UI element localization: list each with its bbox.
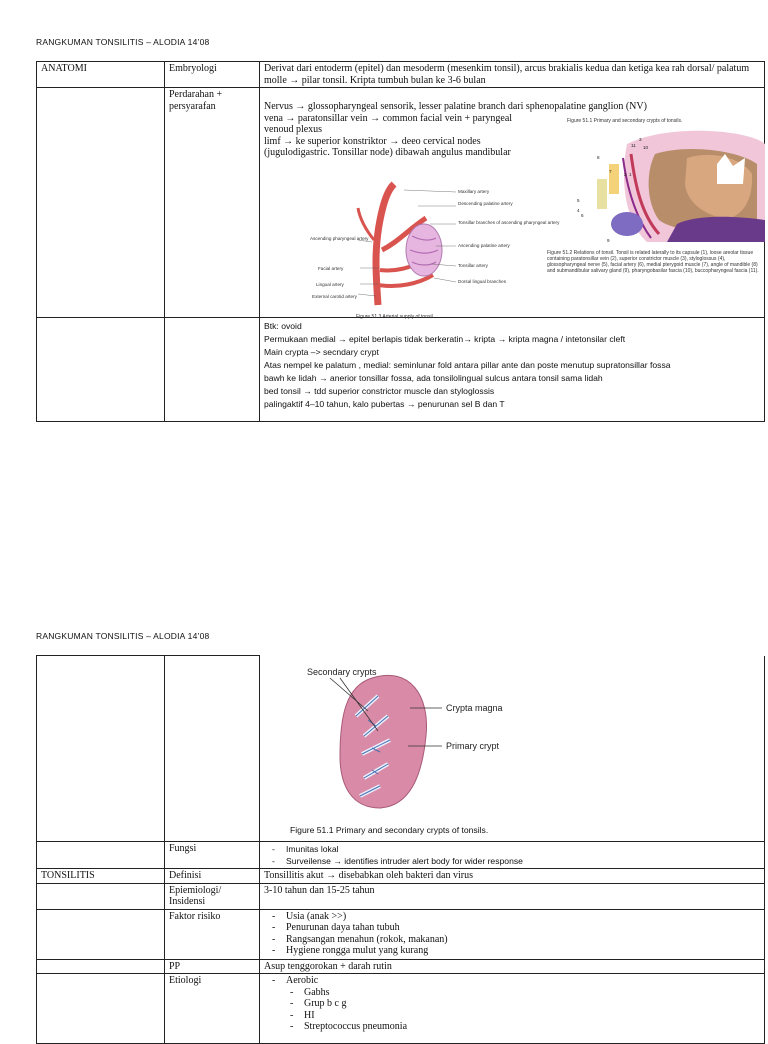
svg-text:11: 11: [631, 143, 636, 148]
fig513-label: Facial artery: [318, 266, 344, 271]
list-item: - Hygiene rongga mulut yang kurang: [286, 945, 760, 957]
risk-factor-list: [264, 911, 760, 957]
list-item: - Streptococcus pneumonia: [304, 1021, 760, 1033]
list-item: - Usia (anak >>): [286, 911, 760, 923]
tonsil-description: Btk: ovoid Permukaan medial → epitel berlapis tidak berkeratin→ kripta → kripta magna / intetonsilar cleft Main crypta –> secndary crypt Atas nempel ke palatum , medial: seminlunar fold antara pillar ante dan poste menutup supratonsillar fossa bawh ke lidah → anerior tonsillar fossa, ada tonsilolingual sulcus antara tonsil sama lidah bed tonsil → tdd superior constrictor muscle dan styloglossis palingaktif 4–10 tahun, kalo pubertas → penurunan sel B dan T: [260, 318, 765, 422]
row-content: 3-10 tahun dan 15-25 tahun: [260, 883, 765, 909]
arterial-supply-illustration: [308, 180, 560, 310]
crypts-label: Crypta magna: [446, 702, 503, 713]
row-label: Definisi: [165, 869, 260, 884]
page-header: RANGKUMAN TONSILITIS – ALODIA 14’08: [36, 631, 210, 641]
page-header: RANGKUMAN TONSILITIS – ALODIA 14’08: [36, 37, 210, 47]
section-label: TONSILITIS: [37, 869, 165, 884]
figure-title: Figure 51.1 Primary and secondary crypts of tonsils.: [567, 118, 683, 124]
figure-caption: Figure 51.2 Relations of tonsil. Tonsil is related laterally to its capsule (1), loose areolar tissue containing paratonsillar vein (2), superior constrictor muscle (3), styloglossus (4), glossopharyngeal nerve (5), facial artery (6), medial pterygoid muscle (7), angle of mandible (8) and submandibular salivary gland (9), pharyngobasilar fascia (10), buccopharyngeal fascia (11).: [547, 249, 759, 274]
list-item: - Aerobic - Gabhs - Grup b c g - HI - Streptococcus pneumonia: [286, 975, 760, 1033]
table-row: [37, 883, 765, 909]
svg-text:5: 5: [577, 198, 580, 203]
row-content: Asup tenggorokan + darah rutin: [260, 959, 765, 974]
table-row: [37, 656, 765, 842]
table-row: [37, 842, 765, 869]
table-row: [37, 974, 765, 1044]
crypts-label: Primary crypt: [446, 740, 500, 751]
row-label: Perdarahan + persyarafan: [165, 88, 260, 318]
row-content: Derivat dari entoderm (epitel) dan mesoderm (mesenkim tonsil), arcus brakialis kedua dan ketiga kea rah dorsal/ palatum molle → pilar tonsil. Kripta tumbuh bulan ke 3-6 bulan: [260, 62, 765, 88]
list-item: - Surveilense → identifies intruder alert body for wider response: [286, 855, 760, 867]
crypts-figure: [260, 656, 700, 842]
list-item: - Penurunan daya tahan tubuh: [286, 922, 760, 934]
svg-text:7: 7: [609, 169, 612, 174]
list-item: - Imunitas lokal: [286, 843, 760, 855]
row-label: Fungsi: [165, 842, 260, 869]
list-item: - Rangsangan menahun (rokok, makanan): [286, 934, 760, 946]
fig513-label: Dorsal lingual branches: [458, 279, 507, 284]
fig513-label: Maxillary artery: [458, 189, 490, 194]
fungsi-list: [264, 843, 760, 867]
anatomy-table: [36, 61, 765, 422]
table-row: [37, 869, 765, 884]
row-label: Etiologi: [165, 974, 260, 1044]
table-row: [37, 318, 765, 422]
arterial-supply-figure: [308, 180, 560, 320]
list-item: - Grup b c g: [304, 998, 760, 1010]
table-row: [37, 62, 765, 88]
svg-text:4: 4: [577, 208, 580, 213]
innervation-text: Nervus → glossopharyngeal sensorik, lesser palatine branch dari sphenopalatine ganglion (NV) vena → paratonsillar vein → common facial vein + paryngeal venoud plexus limf → ke superior konstriktor → deeo cervical nodes (jugulodigastric. Tonsillar node) dibawah angulus mandibular: [264, 101, 647, 158]
row-label: Epiemiologi/ Insidensi: [165, 883, 260, 909]
row-content: Tonsillitis akut → disebabkan oleh bakteri dan virus: [260, 869, 765, 884]
row-label: PP: [165, 959, 260, 974]
fig513-label: Tonsillar artery: [458, 263, 488, 268]
table-row: [37, 959, 765, 974]
row-label: Embryologi: [165, 62, 260, 88]
crypts-illustration: [260, 656, 700, 828]
figure-caption: Figure 51.1 Primary and secondary crypts of tonsils.: [290, 824, 489, 835]
figure-caption: Figure 51.3 Arterial supply of tonsil.: [356, 313, 435, 320]
svg-text:8: 8: [597, 155, 600, 160]
list-item: - Gabhs: [304, 987, 760, 999]
fig513-label: Ascending palatine artery: [458, 243, 510, 248]
svg-text:6: 6: [581, 213, 584, 218]
tonsilitis-table: [36, 655, 765, 1044]
fig513-label: Tonsillar branches of ascending pharyngeal artery: [458, 220, 560, 225]
etiology-list: [264, 975, 760, 1033]
fig513-label: External carotid artery: [312, 294, 357, 299]
svg-text:9: 9: [607, 238, 610, 243]
table-row: [37, 909, 765, 959]
fig513-label: Ascending pharyngeal artery: [310, 236, 369, 241]
section-label: ANATOMI: [37, 62, 165, 88]
fig513-label: Descending palatine artery: [458, 201, 513, 206]
svg-text:1: 1: [629, 172, 632, 177]
table-row: [37, 88, 765, 318]
list-item: - HI: [304, 1010, 760, 1022]
crypts-label: Secondary crypts: [307, 666, 377, 677]
tonsil-relations-figure: [547, 118, 765, 318]
row-label: Faktor risiko: [165, 909, 260, 959]
svg-text:2: 2: [624, 172, 627, 177]
svg-text:10: 10: [643, 145, 649, 150]
fig513-label: Lingual artery: [316, 282, 344, 287]
tonsil-relations-illustration: [547, 124, 765, 242]
svg-text:3: 3: [639, 137, 642, 142]
